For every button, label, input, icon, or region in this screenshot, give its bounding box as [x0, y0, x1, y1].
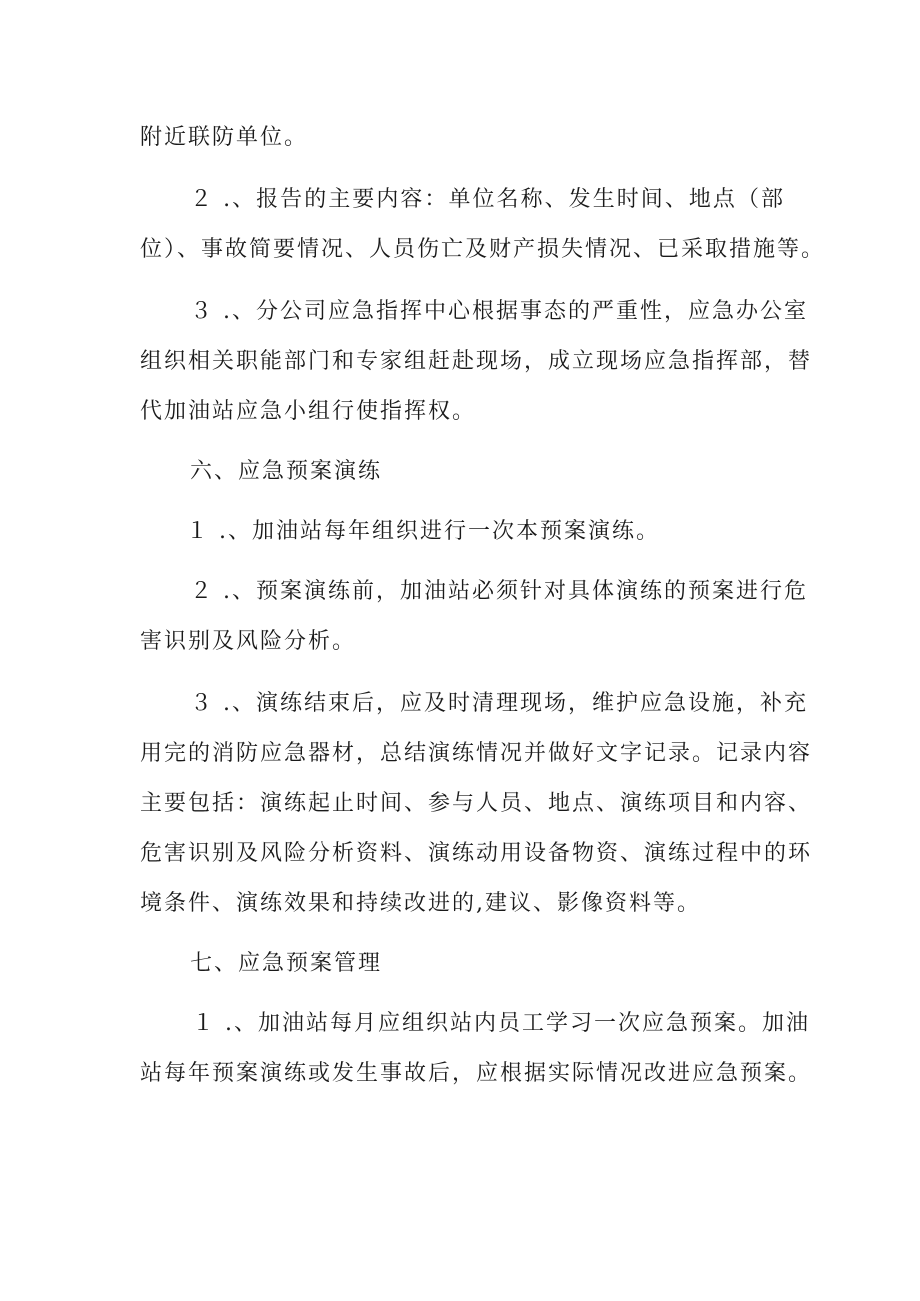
paragraph-line: 组织相关职能部门和专家组赶赴现场，成立现场应急指挥部，替	[140, 349, 813, 374]
paragraph-line: ３ .、演练结束后，应及时清理现场，维护应急设施，补充	[190, 691, 808, 716]
paragraph-line: 代加油站应急小组行使指挥权。	[140, 399, 477, 424]
section-heading: 六、应急预案演练	[190, 459, 383, 484]
paragraph-line: １ .、加油站每年组织进行一次本预案演练。	[186, 519, 660, 544]
paragraph-line: 境条件、演练效果和持续改进的,建议、影像资料等。	[140, 891, 701, 916]
paragraph-line: 位）、事故简要情况、人员伤亡及财产损失情况、已采取措施等。	[140, 237, 826, 262]
paragraph-line: 危害识别及风险分析资料、演练动用设备物资、演练过程中的环	[140, 841, 813, 866]
paragraph-line: 害识别及风险分析。	[140, 629, 357, 654]
paragraph-line: １ .、加油站每月应组织站内员工学习一次应急预案。加油	[192, 1011, 810, 1036]
paragraph-line: 站每年预案演练或发生事故后，应根据实际情况改进应急预案。	[140, 1061, 813, 1086]
paragraph-line: 主要包括：演练起止时间、参与人员、地点、演练项目和内容、	[140, 791, 813, 816]
paragraph-line: ３ .、分公司应急指挥中心根据事态的严重性，应急办公室	[190, 299, 808, 324]
paragraph-line: ２ .、预案演练前，加油站必须针对具体演练的预案进行危	[190, 579, 808, 604]
paragraph-line: ２ .、报告的主要内容：单位名称、发生时间、地点（部	[190, 187, 785, 212]
section-heading: 七、应急预案管理	[190, 951, 383, 976]
paragraph-line: 附近联防单位。	[140, 125, 309, 150]
paragraph-line: 用完的消防应急器材，总结演练情况并做好文字记录。记录内容	[140, 741, 813, 766]
